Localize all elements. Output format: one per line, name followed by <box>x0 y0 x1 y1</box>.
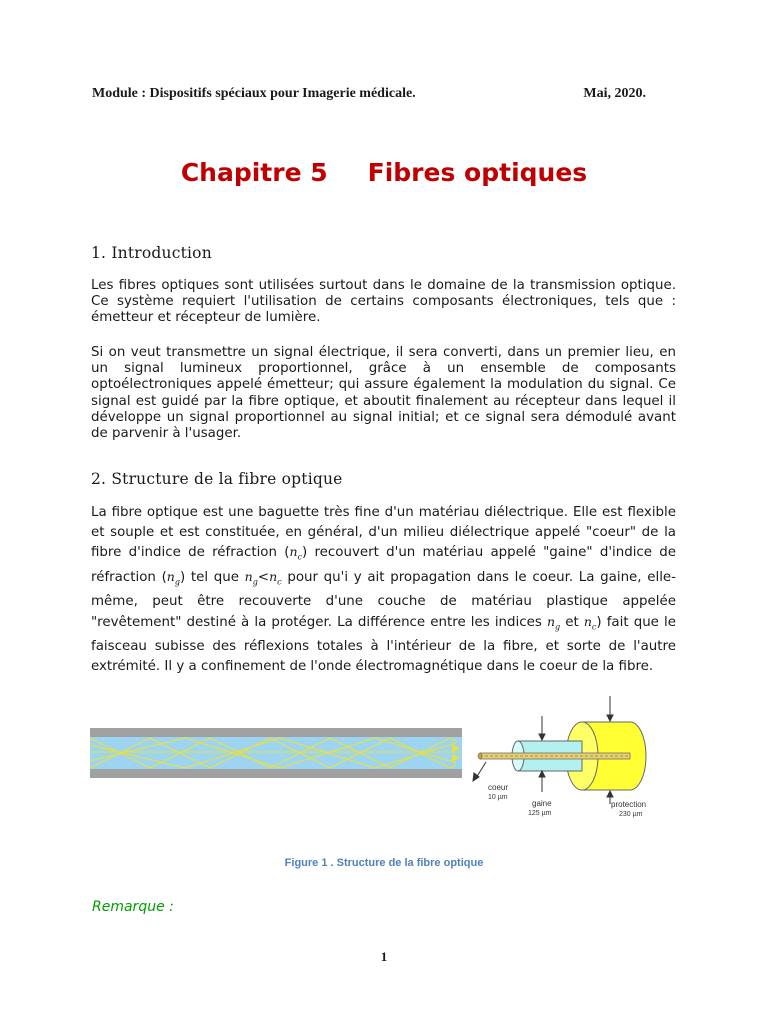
header-date: Mai, 2020. <box>583 86 646 101</box>
math-nc: $n_c$ <box>289 544 302 562</box>
page-number: 1 <box>380 949 388 964</box>
figure-caption: Figure 1 . Structure de la fibre optique <box>284 857 484 869</box>
structure-text-3: ) tel que <box>179 570 245 586</box>
gaine-size: 125 µm <box>528 810 552 817</box>
math-nc-inequality: $n_c$ <box>269 569 282 587</box>
math-nc-diff: $n_c$ <box>583 613 597 632</box>
chapter-name: Fibres optiques <box>367 158 588 187</box>
structure-text-1: La fibre optique est une baguette très fine d'un matériau diélectrique. Elle est flexible et souple et est constituée, en général, d'un milieu diélectrique appelé "coeur" de la fibre d'indice de réfraction ( <box>91 505 676 561</box>
intro-paragraph-1: Les fibres optiques sont utilisées surtout dans le domaine de la transmission optique. Ce système requiert l'utilisation de certains composants électroniques, tels que : émetteur et récepteur de lumière. <box>91 278 676 326</box>
math-ng-inequality: $n_g$ <box>244 569 258 587</box>
section-heading-structure: 2. Structure de la fibre optique <box>91 470 343 488</box>
math-ng: $n_g$ <box>166 569 180 587</box>
protection-label: protection <box>611 800 647 809</box>
remarque-heading: Remarque : <box>92 899 174 915</box>
structure-paragraph <box>91 503 676 676</box>
less-than-sign: < <box>257 570 270 586</box>
coeur-size: 10 µm <box>488 794 508 801</box>
page-header <box>92 86 652 102</box>
section-heading-introduction: 1. Introduction <box>91 244 212 262</box>
chapter-title <box>0 158 768 187</box>
intro-paragraph-2: Si on veut transmettre un signal électrique, il sera converti, dans un premier lieu, en un signal lumineux proportionnel, grâce à un ensemble de composants optoélectroniques appelé émetteur; qui assure également la modulation du signal. Ce signal est guidé par la fibre optique, et aboutit finalement au récepteur dans lequel il développe un signal proportionnel au signal initial; et ce signal sera démodulé avant de parvenir à l'usager. <box>91 345 676 442</box>
coeur-label: coeur <box>488 783 509 792</box>
module-title: Module : Dispositifs spéciaux pour Imagerie médicale. <box>92 86 416 101</box>
core-band <box>90 737 462 769</box>
structure-text-2: ) recouvert d'un matériau appelé "gaine" d'indice de réfraction ( <box>91 545 677 586</box>
math-ng-diff: $n_g$ <box>546 613 561 632</box>
structure-text-6: ) fait que le faisceau subisse des réflexions totales à l'intérieur de la fibre, et sorte de l'autre extrémité. Il y a confinement de l'onde électromagnétique dans le coeur de la fibre. <box>91 614 676 674</box>
chapter-number: Chapitre 5 <box>180 158 328 187</box>
fiber-propagation-diagram <box>90 728 464 778</box>
structure-text-5: et <box>560 614 584 630</box>
structure-text-4: pour qu'i y ait propagation dans le coeur. La gaine, elle-même, peut être recouverte d'une couche de matériau plastique appelée "revêtement" destiné à la protéger. La différence entre les indices <box>91 570 676 630</box>
fiber-layers-diagram <box>470 692 670 827</box>
gaine-label: gaine <box>532 799 552 808</box>
protection-size: 230 µm <box>619 811 643 818</box>
